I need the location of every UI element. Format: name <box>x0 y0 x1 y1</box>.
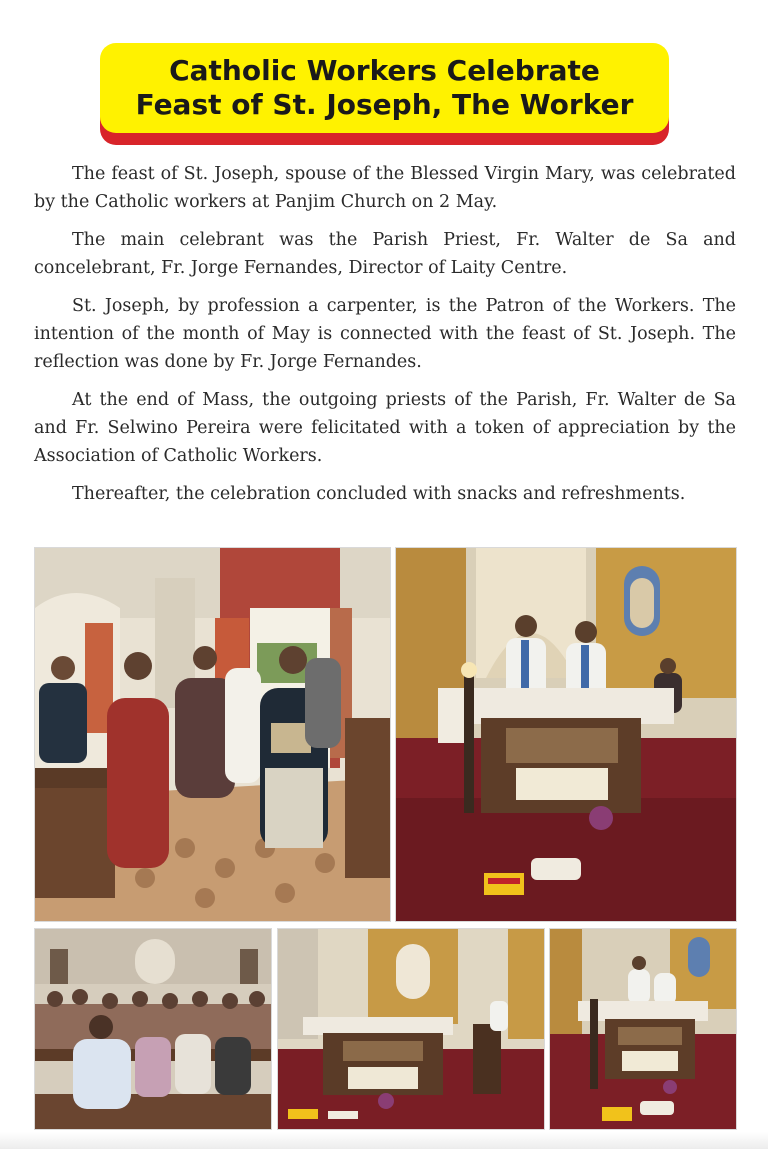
title-banner-box <box>100 43 669 133</box>
article-paragraph-1: The feast of St. Joseph, spouse of the Blessed Virgin Mary, was celebrated by the Catholic workers at Panjim Church on 2 May. <box>34 164 736 212</box>
photo-altar-wide-image <box>278 929 544 1129</box>
photo-altar-side <box>549 928 737 1130</box>
photo-altar-celebrants <box>395 547 737 922</box>
article-paragraph-4: At the end of Mass, the outgoing priests of the Parish, Fr. Walter de Sa and Fr. Selwino Pereira were felicitated with a token of appreciation by the Association of Catholic Workers. <box>34 390 736 466</box>
photo-procession-image <box>35 548 390 921</box>
page-title-line-2: Feast of St. Joseph, The Worker <box>135 88 634 121</box>
photo-congregation <box>34 928 272 1130</box>
photo-altar-side-image <box>550 929 736 1129</box>
article-paragraph-5: Thereafter, the celebration concluded with snacks and refreshments. <box>72 484 686 504</box>
photo-altar-wide <box>277 928 545 1130</box>
photo-altar-celebrants-image <box>396 548 736 921</box>
title-banner <box>100 43 669 145</box>
page-bottom-strip <box>0 1132 768 1149</box>
article-paragraph-3: St. Joseph, by profession a carpenter, is the Patron of the Workers. The intention of the month of May is connected with the feast of St. Joseph. The reflection was done by Fr. Jorge Fernandes. <box>34 296 736 372</box>
article-paragraph-2: The main celebrant was the Parish Priest, Fr. Walter de Sa and concelebrant, Fr. Jorge Fernandes, Director of Laity Centre. <box>34 230 736 278</box>
photo-procession <box>34 547 391 922</box>
photo-congregation-image <box>35 929 271 1129</box>
page-title-line-1: Catholic Workers Celebrate <box>169 54 600 87</box>
article-body <box>34 160 736 518</box>
